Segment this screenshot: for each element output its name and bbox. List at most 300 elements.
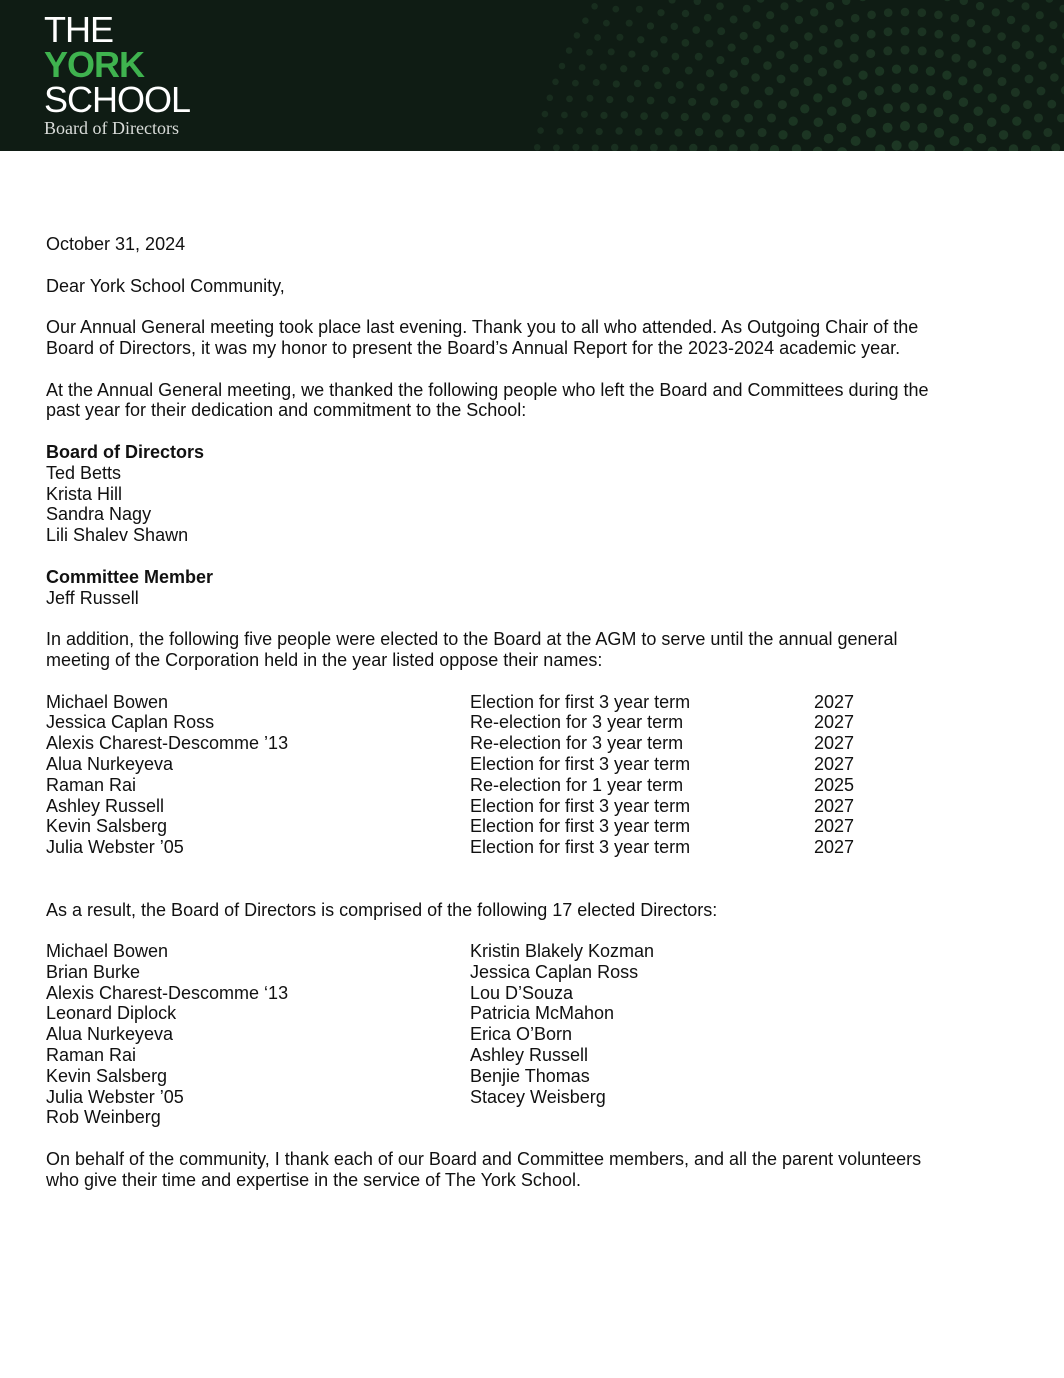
decorative-dot [1012,117,1021,126]
director-name: Ashley Russell [470,1045,589,1066]
decorative-dot [608,48,615,55]
decorative-dot [635,128,643,136]
decorative-dot [851,136,861,146]
decorative-dot [858,91,868,101]
decorative-dot [900,45,909,54]
director-name: Jessica Caplan Ross [470,961,639,982]
decorative-dot [804,54,813,63]
decorative-dot [751,73,760,82]
decorative-dot [754,100,763,109]
decorative-dot [753,45,761,53]
decorative-dot [976,2,984,10]
decorative-dot [552,79,559,86]
decorative-dot [1051,143,1060,151]
decorative-dot [572,144,579,151]
decorative-dot [908,140,918,150]
decorative-dot [709,145,718,151]
election-name: Alua Nurkeyeva [46,753,174,774]
decorative-dot [778,130,787,139]
decorative-dot [766,34,774,42]
decorative-dot [655,127,663,135]
decorative-dot [576,127,583,134]
decorative-dot [949,114,959,124]
decorative-dot [1021,2,1029,10]
decorative-dot [1011,64,1020,73]
decorative-dot [661,112,669,120]
logo-word-the: THE [44,9,113,50]
closing-line-1: On behalf of the community, I thank each of our Board and Committee members, and all the parent volunteers [46,1149,922,1170]
logo-word-school: SCHOOL [44,79,191,120]
decorative-dot [586,49,593,56]
decorative-dot [600,63,607,70]
decorative-dot [997,32,1006,41]
election-name: Raman Rai [46,774,137,795]
decorative-dot [780,2,788,10]
decorative-dot [892,84,902,94]
decorative-dot [968,60,977,69]
decorative-dot [867,30,876,39]
decorative-dot [716,2,724,10]
decorative-dot [660,36,667,43]
decorative-dot [866,49,875,58]
decorative-dot [867,11,876,20]
decorative-dot [1036,11,1044,19]
decorative-dot [1047,100,1056,109]
decorative-dot [542,111,549,118]
decorative-dot [1007,16,1015,24]
decorative-dot [883,103,893,113]
decorative-dot [650,144,658,151]
decorative-dot [867,107,877,117]
decorative-dot [692,26,700,34]
decorative-dot [706,69,714,77]
directors-row [46,1003,986,1024]
decorative-dot [662,67,670,75]
director-name: Erica O’Born [470,1024,573,1045]
decorative-dot [592,144,599,151]
decorative-dot [918,46,927,55]
election-row [46,712,986,733]
election-row [46,692,986,713]
decorative-dot [884,8,893,17]
election-year: 2027 [814,712,855,733]
decorative-dot [672,53,680,61]
decorative-dot [611,144,618,151]
decorative-dot [547,95,554,102]
decorative-dot [612,6,619,13]
election-year: 2027 [814,837,855,858]
decorative-dot [918,27,927,36]
decorative-dot [803,77,812,86]
decorative-dot [740,32,748,40]
decorative-dot [973,106,983,116]
election-term: Election for first 3 year term [470,753,691,774]
election-table [46,692,986,858]
decorative-dot [730,16,738,24]
decorative-dot [741,57,749,65]
decorative-dot [763,61,772,70]
election-term: Re-election for 3 year term [470,733,684,754]
decorative-dot [977,134,987,144]
election-term: Re-election for 1 year term [470,774,684,795]
directors-row [46,1107,986,1128]
decorative-dot [1049,21,1057,29]
decorative-dot [824,134,834,144]
decorative-dot [717,27,725,35]
decorative-dot [792,144,802,151]
decorative-dot [790,64,799,73]
decorative-dot [901,27,910,36]
departed-committee-member: Jeff Russell [46,587,139,608]
decorative-dot [557,128,564,135]
decorative-dot [951,14,960,23]
decorative-dot [706,40,714,48]
decorative-dot [537,127,544,134]
decorative-dot [883,123,893,133]
decorative-dot [695,53,703,61]
decorative-dot [561,112,568,119]
decorative-dot [789,117,798,126]
decorative-dot [917,123,927,133]
departed-board-member: Krista Hill [46,483,123,504]
letter-body [46,234,986,1191]
election-name: Julia Webster ’05 [46,837,184,858]
election-year: 2027 [814,816,855,837]
decorative-dot [1012,41,1021,50]
decorative-dot [1031,145,1040,151]
decorative-dot [750,143,759,151]
decorative-dot [616,34,623,41]
election-year: 2025 [814,774,855,795]
decorative-dot [716,56,724,64]
decorative-dot [710,97,718,105]
decorative-dot [606,96,613,103]
departed-board-member: Ted Betts [46,462,122,483]
departed-board-member: Lili Shalev Shawn [46,525,189,546]
decorative-dot [834,39,843,48]
decorative-dot [593,79,600,86]
election-year: 2027 [814,691,855,712]
director-name: Stacey Weisberg [470,1086,606,1107]
decorative-dot [951,54,960,63]
decorative-dot [1025,51,1034,60]
election-row [46,816,986,837]
decorative-dot [566,47,573,54]
decorative-dot [988,93,997,102]
decorative-dot [630,144,638,151]
decorative-dot [943,0,951,1]
decorative-dot [802,130,812,140]
election-row [46,754,986,775]
directors-row [46,1024,986,1045]
directors-row [46,1087,986,1108]
decorative-dot [837,123,847,133]
decorative-dot [997,54,1006,63]
decorative-dot [744,114,753,123]
decorative-dot [858,70,867,79]
decorative-dot [1022,25,1030,33]
paragraph-3-line-2: meeting of the Corporation held in the year listed oppose their names: [46,649,603,670]
decorative-dot [795,0,803,2]
director-name: Kristin Blakely Kozman [470,941,655,962]
decorative-dot [582,17,589,24]
decorative-dot [988,147,998,151]
decorative-dot [770,145,779,151]
election-term: Election for first 3 year term [470,691,691,712]
decorative-dot [987,117,997,127]
decorative-dot [819,25,828,34]
decorative-dot [581,111,588,118]
decorative-dot [804,32,813,41]
letter-date: October 31, 2024 [46,234,186,254]
decorative-dot [729,144,738,151]
decorative-dot [689,144,697,151]
decorative-dot [818,68,827,77]
decorative-dot [640,112,648,120]
decorative-dot [843,76,852,85]
decorative-dot [874,86,884,96]
decorative-dot [963,147,973,151]
paragraph-2-line-1: At the Annual General meeting, we thanked the following people who left the Board and Committees during the [46,379,929,400]
election-name: Ashley Russell [46,795,165,816]
decorative-dot [1022,130,1031,139]
decorative-dot [892,140,902,150]
board-heading: Board of Directors [46,441,205,462]
director-name: Michael Bowen [46,941,169,962]
decorative-dot [918,8,927,17]
decorative-dot [1049,45,1057,53]
decorative-dot [702,112,710,120]
logo-word-york: YORK [44,44,145,85]
director-name: Kevin Salsberg [46,1065,168,1086]
decorative-dot [813,147,823,151]
director-name: Raman Rai [46,1045,137,1066]
decorative-dot [731,100,740,109]
decorative-dot [736,129,745,138]
decorative-dot [682,10,689,17]
committee-heading: Committee Member [46,566,214,587]
decorative-dot [1011,88,1020,97]
decorative-dot [934,128,944,138]
paragraph-1-line-1: Our Annual General meeting took place last evening. Thank you to all who attended. As Outgoing Chair of the [46,317,919,338]
decorative-dot [935,49,944,58]
decorative-dot [722,114,731,123]
decorative-dot [741,86,750,95]
decorative-dot [676,81,684,89]
decorative-dot [674,129,682,137]
decorative-dot [997,77,1006,86]
decorative-dot [651,50,658,57]
decorative-dot [958,76,967,85]
directors-row [46,1066,986,1087]
director-name: Alexis Charest-Descomme ‘13 [46,982,289,1003]
decorative-dot [982,25,991,34]
decorative-dot [960,0,968,5]
decorative-dot [943,91,953,101]
decorative-dot [866,128,876,138]
decorative-dot [600,112,607,119]
decorative-dot [934,107,944,117]
decorative-dot [1001,104,1010,113]
decorative-dot [553,144,560,151]
election-row [46,796,986,817]
election-year: 2027 [814,753,855,774]
salutation: Dear York School Community, [46,275,285,296]
election-name: Alexis Charest-Descomme ’13 [46,733,289,754]
decorative-dot [534,144,541,151]
decorative-dot [837,147,847,151]
decorative-dot [1059,5,1064,13]
decorative-dot [647,22,654,29]
decorative-dot [559,63,566,70]
decorative-dot [758,128,767,137]
decorative-dot [842,0,850,5]
decorative-dot [800,104,809,113]
decorative-dot [949,136,959,146]
decorative-dot [901,8,910,17]
decorative-dot [728,44,736,52]
decorative-dot [851,114,861,124]
decorative-dot [615,127,622,134]
decorative-dot [909,65,918,74]
director-name: Rob Weinberg [46,1107,161,1128]
decorative-dot [1037,87,1046,96]
decorative-dot [1057,114,1064,123]
election-name: Michael Bowen [46,691,169,712]
decorative-dot [884,27,893,36]
decorative-dot [909,84,919,94]
decorative-dot [620,65,627,72]
election-name: Kevin Salsberg [46,816,168,837]
decorative-dot [1007,0,1015,2]
decorative-dot [767,113,776,122]
decorative-dot [668,0,675,4]
decorative-dot [753,21,761,29]
decorative-dot [671,23,678,30]
school-logo [44,9,191,138]
decorative-dot [917,103,927,113]
decorative-dot [669,145,677,151]
decorative-dot [566,95,573,102]
decorative-dot [833,60,842,69]
decorative-dot [657,9,664,16]
paragraph-4: As a result, the Board of Directors is comprised of the following 17 elected Directors: [46,899,718,920]
decorative-dot [859,0,867,1]
decorative-dot [613,80,620,87]
decorative-dot [688,98,696,106]
letterhead-banner [0,0,1064,151]
decorative-dot [596,128,603,135]
decorative-dot [973,84,982,93]
decorative-dot [681,113,689,121]
decorative-dot [695,128,703,136]
decorative-dot [883,46,892,55]
decorative-dot [697,83,705,91]
election-term: Election for first 3 year term [470,816,691,837]
decorative-dot [1038,61,1047,70]
decorative-dot [813,93,822,102]
decorative-dot [685,67,693,75]
election-year: 2027 [814,733,855,754]
paragraph-3-line-1: In addition, the following five people were elected to the Board at the AGM to serve until the annual general [46,629,898,650]
decorative-dot [835,19,844,28]
election-row [46,837,986,858]
decorative-dot [926,67,935,76]
director-name: Brian Burke [46,961,141,982]
decorative-dot [925,144,935,151]
director-name: Lou D’Souza [470,982,574,1003]
election-term: Election for first 3 year term [470,795,691,816]
decorative-dot [603,20,610,27]
decorative-dot [586,95,593,102]
decorative-dot [591,3,598,10]
decorative-dot [594,34,601,41]
decorative-dot [621,111,628,118]
decorative-dot [900,121,910,131]
decorative-dot [572,80,579,87]
decorative-dot [1034,113,1043,122]
director-name: Patricia McMahon [470,1003,615,1024]
director-name: Leonard Diplock [46,1003,177,1024]
decorative-dot [1035,34,1043,42]
decorative-dot [1043,128,1052,137]
decorative-dot [668,96,676,104]
decorative-dot [765,87,774,96]
decorative-dot [790,41,799,50]
decorative-dot [814,117,824,127]
decorative-dot [959,97,969,107]
logo-subtitle: Board of Directors [44,118,179,138]
decorative-dot [627,95,634,102]
decorative-dot [892,65,901,74]
decorative-dot [636,6,643,13]
decorative-dot [827,106,837,116]
decorative-dot [1045,0,1053,3]
decorative-dot [637,36,644,43]
decorative-dot [842,97,852,107]
decorative-dot [851,14,860,23]
decorative-dot [780,25,788,33]
directors-table [46,941,986,1128]
directors-row [46,1045,986,1066]
decorative-dot [900,102,910,112]
decorative-dot [826,2,834,10]
decorative-dot [776,51,785,60]
decorative-dot [634,80,641,87]
decorative-dot [642,65,649,72]
decorative-dot [942,70,951,79]
decorative-dot [819,46,828,55]
decorative-dot [628,50,635,57]
decorative-dot [983,46,992,55]
decorative-dot [743,5,751,13]
decorative-dot [810,8,818,16]
decorative-dot [719,83,727,91]
decorative-dot [778,100,787,109]
decorative-dot [730,70,738,78]
decorative-dot [967,39,976,48]
decorative-dot [647,97,655,105]
director-name: Benjie Thomas [470,1065,590,1086]
decorative-dot [951,34,960,43]
directors-row [46,983,986,1004]
election-year: 2027 [814,795,855,816]
decorative-dot [704,14,712,22]
director-name [470,1107,870,1128]
decorative-dot [790,88,799,97]
decorative-dot [875,67,884,76]
decorative-dot [1050,73,1059,82]
